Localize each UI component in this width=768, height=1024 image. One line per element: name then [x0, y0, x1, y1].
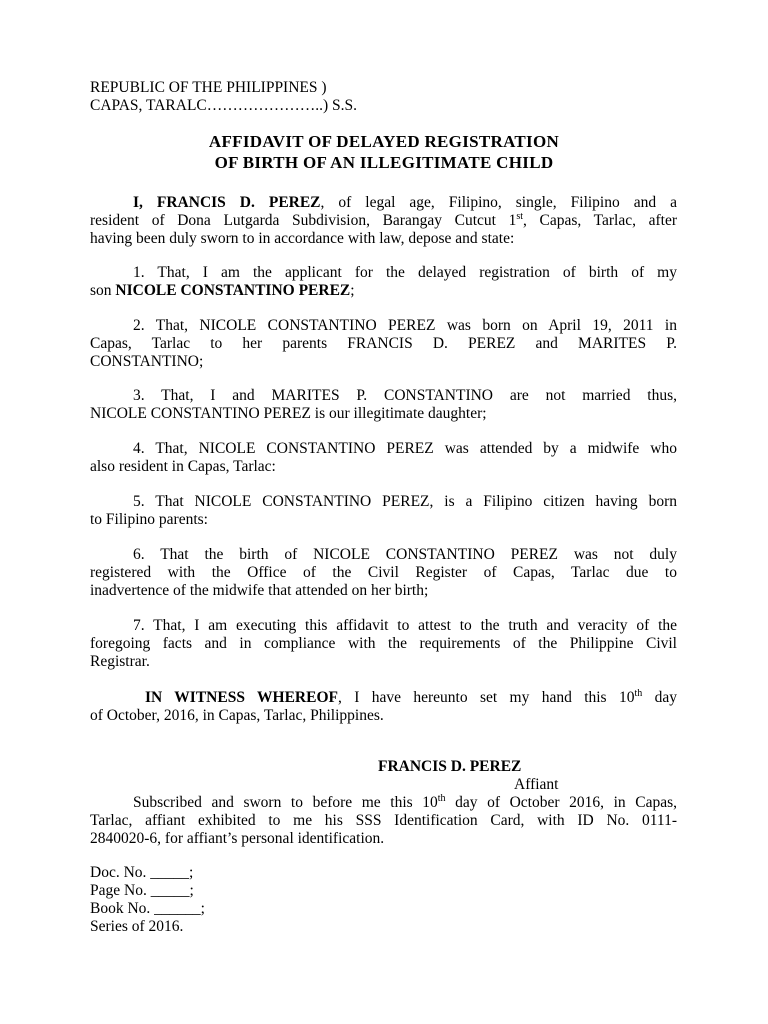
item-5-line-2: to Filipino parents:: [90, 511, 208, 528]
intro-line-1: [133, 194, 677, 212]
item-2-line-1: 2. That, NICOLE CONSTANTINO PEREZ was born on April 19, 2011 in: [133, 317, 677, 334]
item-4-line-2: also resident in Capas, Tarlac:: [90, 458, 276, 475]
item-7-line-1: 7. That, I am executing this affidavit to attest to the truth and veracity of the: [133, 617, 677, 634]
page-number-line: Page No. _____;: [90, 882, 194, 899]
witness-line-2: of October, 2016, in Capas, Tarlac, Philippines.: [90, 707, 384, 724]
ordinal-superscript: st: [516, 210, 523, 222]
item-4-line-1: 4. That, NICOLE CONSTANTINO PEREZ was attended by a midwife who: [133, 440, 677, 457]
item-6-line-2: registered with the Office of the Civil Register of Capas, Tarlac due to: [90, 564, 677, 581]
item-3-line-1: 3. That, I and MARITES P. CONSTANTINO are not married thus,: [133, 387, 677, 404]
book-number-line: Book No. ______;: [90, 900, 205, 917]
item-1-text: son: [90, 282, 116, 299]
child-name-bold: NICOLE CONSTANTINO PEREZ: [115, 282, 351, 299]
affiant-name-bold: I, FRANCIS D. PEREZ: [133, 194, 321, 211]
jurat-text-a: Subscribed and sworn to before me this 10: [133, 794, 438, 811]
jurat-line-3: 2840020-6, for affiant’s personal identification.: [90, 830, 385, 847]
venue-line-capas: CAPAS, TARALC…………………..) S.S.: [90, 97, 358, 114]
item-6-line-1: 6. That the birth of NICOLE CONSTANTINO PEREZ was not duly: [133, 546, 677, 563]
item-2-line-3: CONSTANTINO;: [90, 353, 204, 370]
intro-line-3: having been duly sworn to in accordance with law, depose and state:: [90, 230, 515, 247]
item-1-end: ;: [350, 282, 355, 299]
item-2-line-2: Capas, Tarlac to her parents FRANCIS D. PEREZ and MARITES P.: [90, 335, 677, 352]
series-line: Series of 2016.: [90, 918, 184, 935]
witness-line-1: [145, 689, 677, 707]
jurat-line-1: [133, 794, 677, 812]
witness-text: , I have hereunto set my hand this 10: [337, 689, 635, 706]
document-title-line-2: OF BIRTH OF AN ILLEGITIMATE CHILD: [214, 153, 554, 172]
witness-text-end: day: [642, 689, 677, 706]
doc-number-line: Doc. No. _____;: [90, 864, 194, 881]
item-1-line-1: 1. That, I am the applicant for the delayed registration of birth of my: [133, 264, 677, 281]
item-7-line-2: foregoing facts and in compliance with the requirements of the Philippine Civil: [90, 635, 677, 652]
affiant-signature-name: FRANCIS D. PEREZ: [378, 758, 522, 775]
intro-line-2-text-a: resident of Dona Lutgarda Subdivision, Barangay Cutcut 1: [90, 212, 517, 229]
item-7-line-3: Registrar.: [90, 653, 150, 670]
item-1-line-2: [90, 282, 677, 300]
jurat-text-b: day of October 2016, in Capas,: [445, 794, 677, 811]
item-6-line-3: inadvertence of the midwife that attended on her birth;: [90, 582, 429, 599]
affiant-label: Affiant: [514, 776, 559, 793]
document-title-line-1: AFFIDAVIT OF DELAYED REGISTRATION: [208, 132, 560, 151]
intro-line-1-text: , of legal age, Filipino, single, Filipino and a: [320, 194, 677, 211]
item-5-line-1: 5. That NICOLE CONSTANTINO PEREZ, is a Filipino citizen having born: [133, 493, 677, 510]
item-3-line-2: NICOLE CONSTANTINO PEREZ is our illegitimate daughter;: [90, 405, 487, 422]
intro-line-2: [90, 212, 677, 230]
ordinal-superscript: th: [437, 792, 446, 804]
intro-line-2-text-b: , Capas, Tarlac, after: [523, 212, 677, 229]
witness-whereof-bold: IN WITNESS WHEREOF: [145, 689, 338, 706]
jurat-line-2: Tarlac, affiant exhibited to me his SSS Identification Card, with ID No. 0111-: [90, 812, 677, 829]
venue-line-republic: REPUBLIC OF THE PHILIPPINES ): [90, 79, 327, 96]
ordinal-superscript: th: [634, 687, 643, 699]
